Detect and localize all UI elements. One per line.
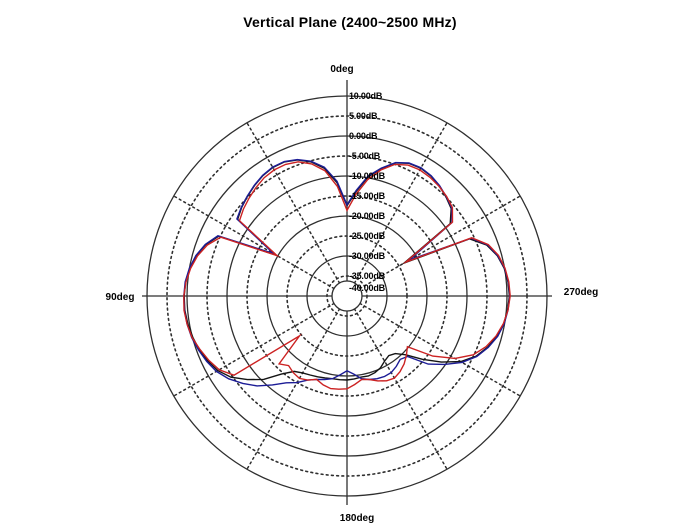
- angle-label: 0deg: [330, 64, 354, 75]
- polar-spoke-dashed: [355, 309, 448, 469]
- radial-tick-label: -5.00dB: [349, 151, 381, 161]
- radial-tick-label: 0.00dB: [349, 131, 378, 141]
- radial-tick-label: -15.00dB: [349, 191, 385, 201]
- radial-tick-label: -40.00dB: [349, 283, 385, 293]
- polar-spoke-dashed: [174, 196, 334, 289]
- radial-tick-label: -30.00dB: [349, 251, 385, 261]
- polar-spoke-dashed: [247, 309, 340, 469]
- radial-tick-label: -10.00dB: [349, 171, 385, 181]
- radial-tick-label: -25.00dB: [349, 231, 385, 241]
- radial-tick-label: -35.00dB: [349, 271, 385, 281]
- polar-spoke-dashed: [247, 123, 340, 283]
- radial-tick-label: 10.00dB: [349, 91, 383, 101]
- angle-label: 90deg: [105, 292, 135, 303]
- chart-title: Vertical Plane (2400~2500 MHz): [243, 14, 457, 30]
- radial-tick-label: -20.00dB: [349, 211, 385, 221]
- angle-label: 270deg: [563, 287, 599, 298]
- angle-label: 180deg: [339, 513, 375, 524]
- polar-spoke-dashed: [360, 304, 520, 397]
- radial-tick-label: 5.00dB: [349, 111, 378, 121]
